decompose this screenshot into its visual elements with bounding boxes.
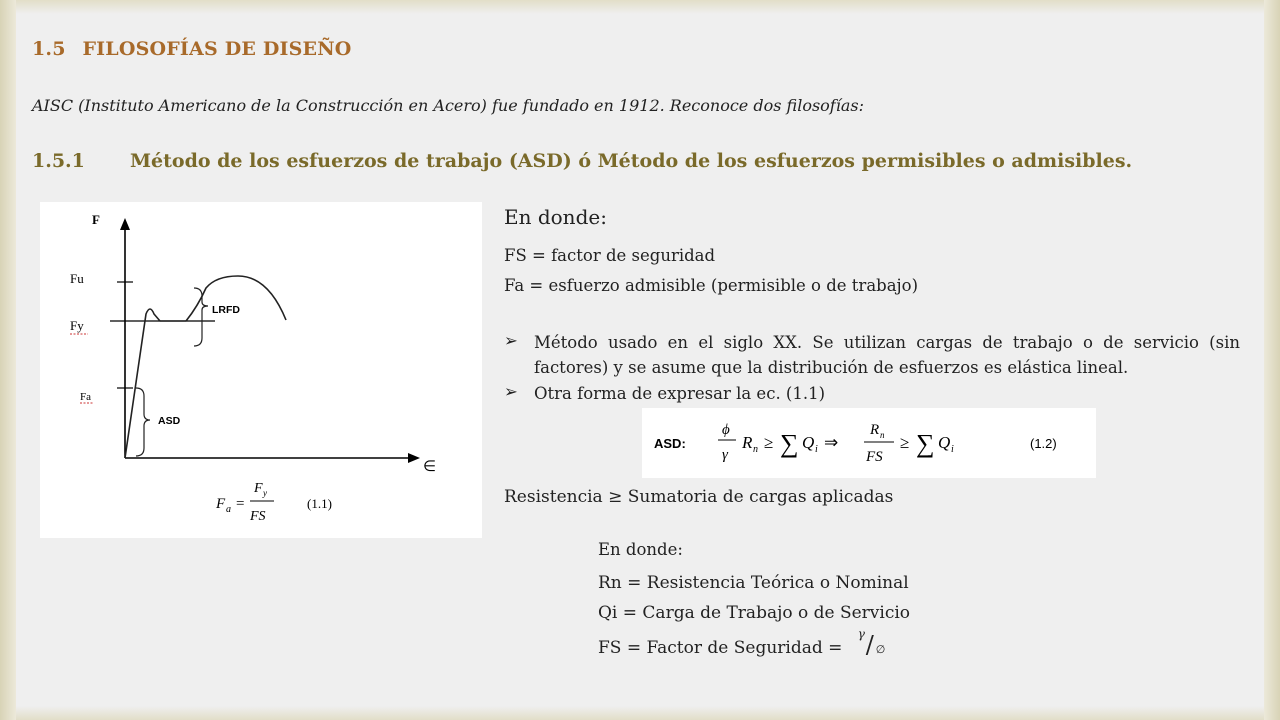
eq2-geq-2: ≥ — [900, 433, 910, 452]
lrfd-label: LRFD — [212, 304, 240, 316]
stress-strain-figure — [40, 202, 482, 538]
intro-text: AISC (Instituto Americano de la Construcción en Acero) fue fundado en 1912. Reconoce dos filosofías: — [32, 96, 864, 115]
svg-text:=: = — [236, 496, 245, 512]
x-axis-arrow — [408, 453, 420, 463]
eq2-rn-num-sub: n — [880, 430, 885, 440]
subsection-heading — [32, 150, 1132, 172]
eq2-fs: FS — [866, 449, 883, 465]
eq2-rn-sub: n — [753, 444, 758, 455]
eq-fa-sub: a — [226, 504, 231, 515]
eq2-gamma: γ — [722, 447, 728, 463]
definition-fs-text: FS = Factor de Seguridad = — [598, 638, 843, 658]
eq2-phi: ϕ — [722, 422, 730, 438]
bullet-text-2: Otra forma de expresar la ec. (1.1) — [534, 384, 826, 403]
eq2-q-sub: i — [815, 444, 818, 455]
eq-fs: FS — [250, 509, 266, 524]
gamma-over-phi: γ / ∅ — [857, 627, 886, 659]
definition-rn: Rn = Resistencia Teórica o Nominal — [598, 573, 909, 593]
eq2-implies: ⇒ — [824, 433, 839, 452]
eq2-prefix: ASD: — [654, 436, 686, 451]
slide-frame-top — [0, 0, 1280, 14]
subsection-title: Método de los esfuerzos de trabajo (ASD) ó Método de los esfuerzos permisibles o admisibles. — [130, 150, 1133, 172]
eq-fy-sub: y — [263, 488, 267, 498]
stress-strain-diagram — [40, 202, 482, 538]
eq2-q-2: Q — [938, 433, 951, 452]
sub-definitions-title: En donde: — [598, 540, 683, 559]
eq2-geq: ≥ — [764, 433, 774, 452]
bullet-text-1: Método usado en el siglo XX. Se utilizan cargas de trabajo o de servicio (sin factores) y se asume que la distribución de esfuerzos es elástica lineal. — [534, 333, 1240, 377]
slide-frame-left — [0, 0, 16, 720]
eq-fy: F — [254, 481, 263, 496]
eq-fa: F — [216, 496, 226, 512]
slide-frame-right — [1264, 0, 1280, 720]
definitions-title: En donde: — [504, 205, 607, 229]
eq-number-1-1: (1.1) — [307, 496, 332, 511]
asd-label: ASD — [158, 415, 181, 427]
bullet-item-1 — [504, 330, 1240, 380]
fy-label: Fy — [70, 318, 84, 333]
eq2-q: Q — [802, 433, 815, 452]
definition-fs-ratio — [598, 627, 894, 659]
section-number: 1.5 — [32, 38, 66, 60]
equation-1-2 — [642, 408, 1096, 478]
y-axis-label: F — [92, 212, 100, 227]
arrow-bullet-icon: ➢ — [504, 382, 518, 401]
eq2-sum: ∑ — [780, 429, 799, 458]
fs-phi: ∅ — [875, 643, 886, 656]
definition-qi: Qi = Carga de Trabajo o de Servicio — [598, 603, 911, 623]
definition-fs: FS = factor de seguridad — [504, 246, 716, 265]
section-title: FILOSOFÍAS DE DISEÑO — [82, 38, 352, 60]
arrow-bullet-icon: ➢ — [504, 331, 518, 350]
definition-fa: Fa = esfuerzo admisible (permisible o de trabajo) — [504, 276, 919, 295]
equation-1-1 — [215, 481, 332, 524]
equation-1-2-box — [642, 408, 1096, 478]
fs-gamma: γ — [857, 627, 865, 641]
eq2-rn-num: R — [870, 422, 880, 438]
x-axis-label: ∈ — [423, 459, 437, 475]
eq2-q-sub-2: i — [951, 444, 954, 455]
stress-strain-curve — [125, 276, 286, 458]
section-heading — [32, 38, 352, 60]
slide-frame-bottom — [0, 706, 1280, 720]
y-axis-arrow — [120, 218, 130, 230]
fa-label: Fa — [80, 391, 91, 403]
eq2-rn: R — [742, 433, 753, 452]
eq2-sum-2: ∑ — [916, 429, 935, 458]
fu-label: Fu — [70, 271, 84, 286]
bullet-item-2 — [504, 381, 1240, 407]
asd-brace — [136, 388, 150, 456]
resistance-statement: Resistencia ≥ Sumatoria de cargas aplicadas — [504, 487, 894, 507]
subsection-number: 1.5.1 — [32, 150, 85, 172]
eq2-number: (1.2) — [1030, 436, 1057, 451]
